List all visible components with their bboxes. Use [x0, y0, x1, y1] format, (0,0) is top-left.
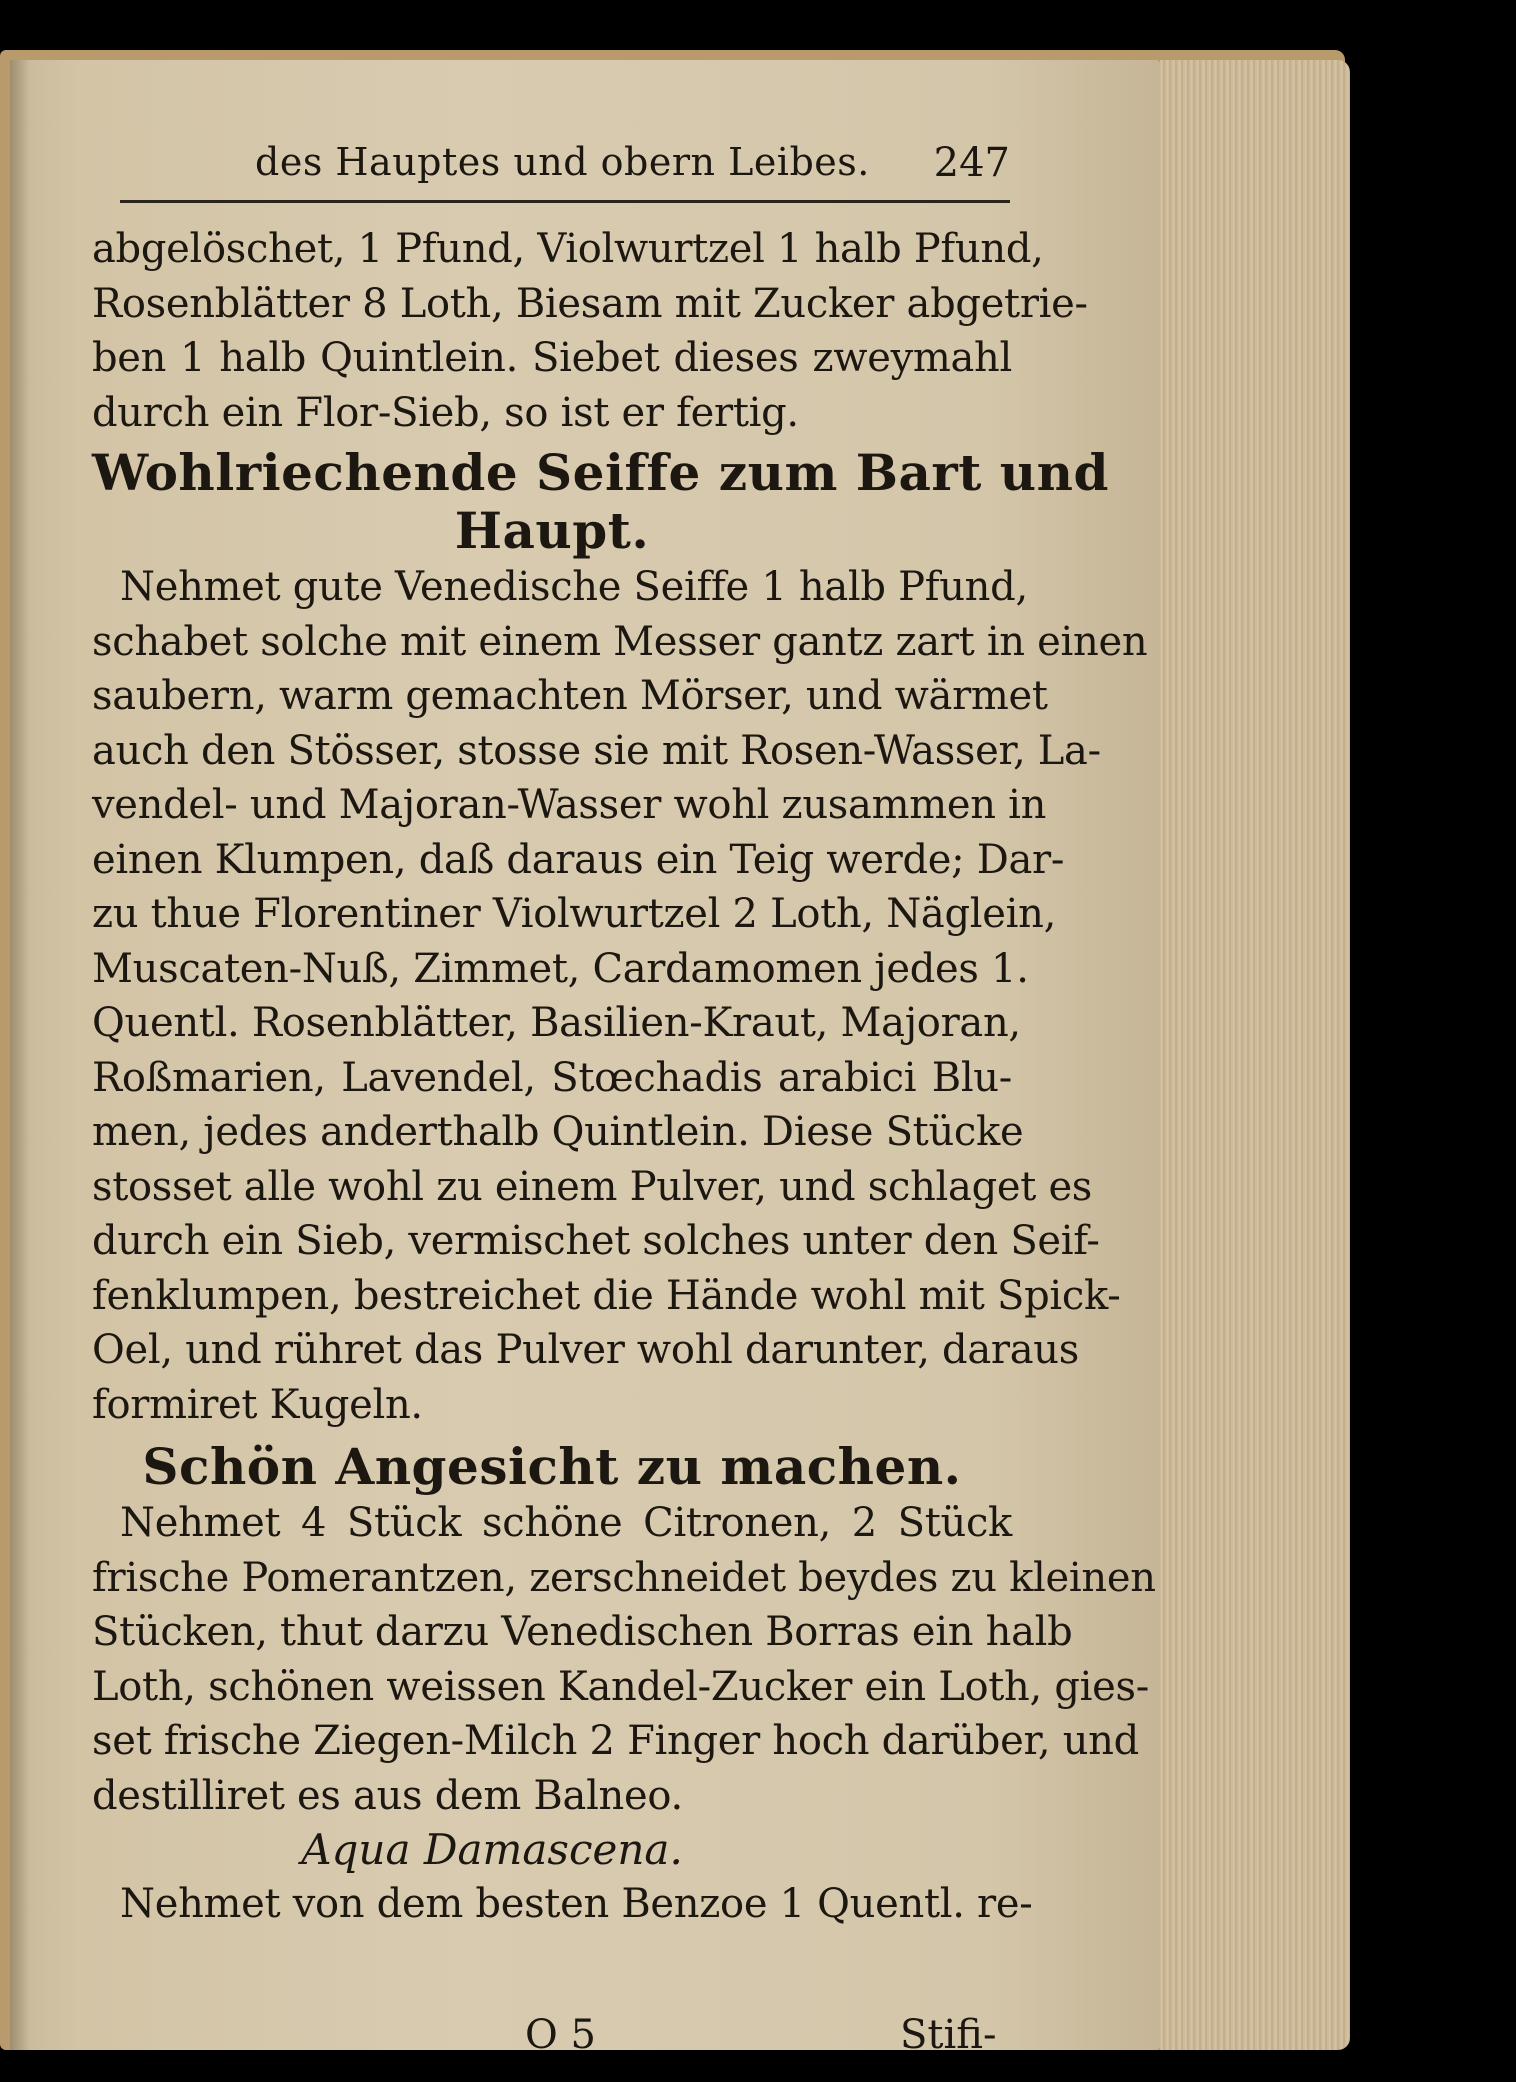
- page-gutter: [10, 60, 30, 2050]
- page-edges: [1160, 60, 1350, 2050]
- text-line: formiret Kugeln.: [92, 1381, 423, 1428]
- text-line: Quentl. Rosenblätter, Basilien-Kraut, Majoran,: [92, 1000, 1021, 1046]
- text-line: Loth, schönen weissen Kandel-Zucker ein Loth, gies-: [92, 1663, 1149, 1710]
- text-line: Roßmarien, Lavendel, Stœchadis arabici Blu-: [92, 1054, 1012, 1101]
- running-title: des Hauptes und obern Leibes.: [255, 140, 870, 184]
- text-line: abgelöschet, 1 Pfund, Violwurtzel 1 halb Pfund,: [92, 226, 1044, 272]
- header-rule: [120, 200, 1010, 203]
- text-line: men, jedes anderthalb Quintlein. Diese Stücke: [92, 1109, 1024, 1155]
- section-2: [92, 443, 1148, 1432]
- text-line: frische Pomerantzen, zerschneidet beydes zu kleinen: [92, 1554, 1156, 1601]
- text-line: zu thue Florentiner Violwurtzel 2 Loth, Näglein,: [92, 891, 1057, 937]
- text-line: einen Klumpen, daß daraus ein Teig werde; Dar-: [92, 836, 1065, 883]
- text-line: Rosenblätter 8 Loth, Biesam mit Zucker abgetrie-: [92, 280, 1088, 327]
- text-line: Stücken, thut darzu Venedischen Borras ein halb: [92, 1609, 1073, 1655]
- text-line: durch ein Flor-Sieb, so ist er fertig.: [92, 389, 799, 436]
- section-heading-italic: Aqua Damascena.: [301, 1825, 683, 1874]
- page-number: 247: [933, 140, 1010, 186]
- page-header: [140, 140, 1010, 188]
- text-line: saubern, warm gemachten Mörser, und wärmet: [92, 673, 1048, 719]
- section-4: [92, 1823, 1033, 1932]
- text-line: vendel- und Majoran-Wasser wohl zusammen in: [92, 782, 1047, 828]
- text-line: Nehmet gute Venedische Seiffe 1 halb Pfund,: [120, 564, 1028, 610]
- text-line: fenklumpen, bestreichet die Hände wohl mit Spick-: [92, 1272, 1121, 1319]
- text-line: ben 1 halb Quintlein. Siebet dieses zweymahl: [92, 335, 1012, 381]
- text-line: destilliret es aus dem Balneo.: [92, 1772, 683, 1819]
- text-line: auch den Stösser, stosse sie mit Rosen-Wasser, La-: [92, 727, 1101, 774]
- section-heading: Wohlriechende Seiffe zum Bart und: [92, 443, 1109, 502]
- signature-mark: O 5: [525, 2012, 596, 2058]
- text-line: schabet solche mit einem Messer gantz zart in einen: [92, 618, 1148, 665]
- text-line: Nehmet 4 Stück schöne Citronen, 2 Stück: [120, 1500, 1012, 1546]
- text-line: Oel, und rühret das Pulver wohl darunter, daraus: [92, 1327, 1079, 1373]
- text-line: stosset alle wohl zu einem Pulver, und schlaget es: [92, 1163, 1093, 1210]
- section-1: [92, 222, 1088, 440]
- page-body: [92, 222, 1156, 1932]
- text-line: Muscaten-Nuß, Zimmet, Cardamomen jedes 1.: [92, 945, 1029, 992]
- section-3: [92, 1437, 1156, 1823]
- text-line: durch ein Sieb, vermischet solches unter den Seif-: [92, 1218, 1100, 1264]
- catchword: Stifi-: [900, 2012, 997, 2058]
- text-line: set frische Ziegen-Milch 2 Finger hoch darüber, und: [92, 1718, 1139, 1764]
- section-heading: Schön Angesicht zu machen.: [142, 1437, 962, 1496]
- text-line: Nehmet von dem besten Benzoe 1 Quentl. re-: [120, 1881, 1033, 1927]
- section-heading-continued: Haupt.: [454, 501, 650, 560]
